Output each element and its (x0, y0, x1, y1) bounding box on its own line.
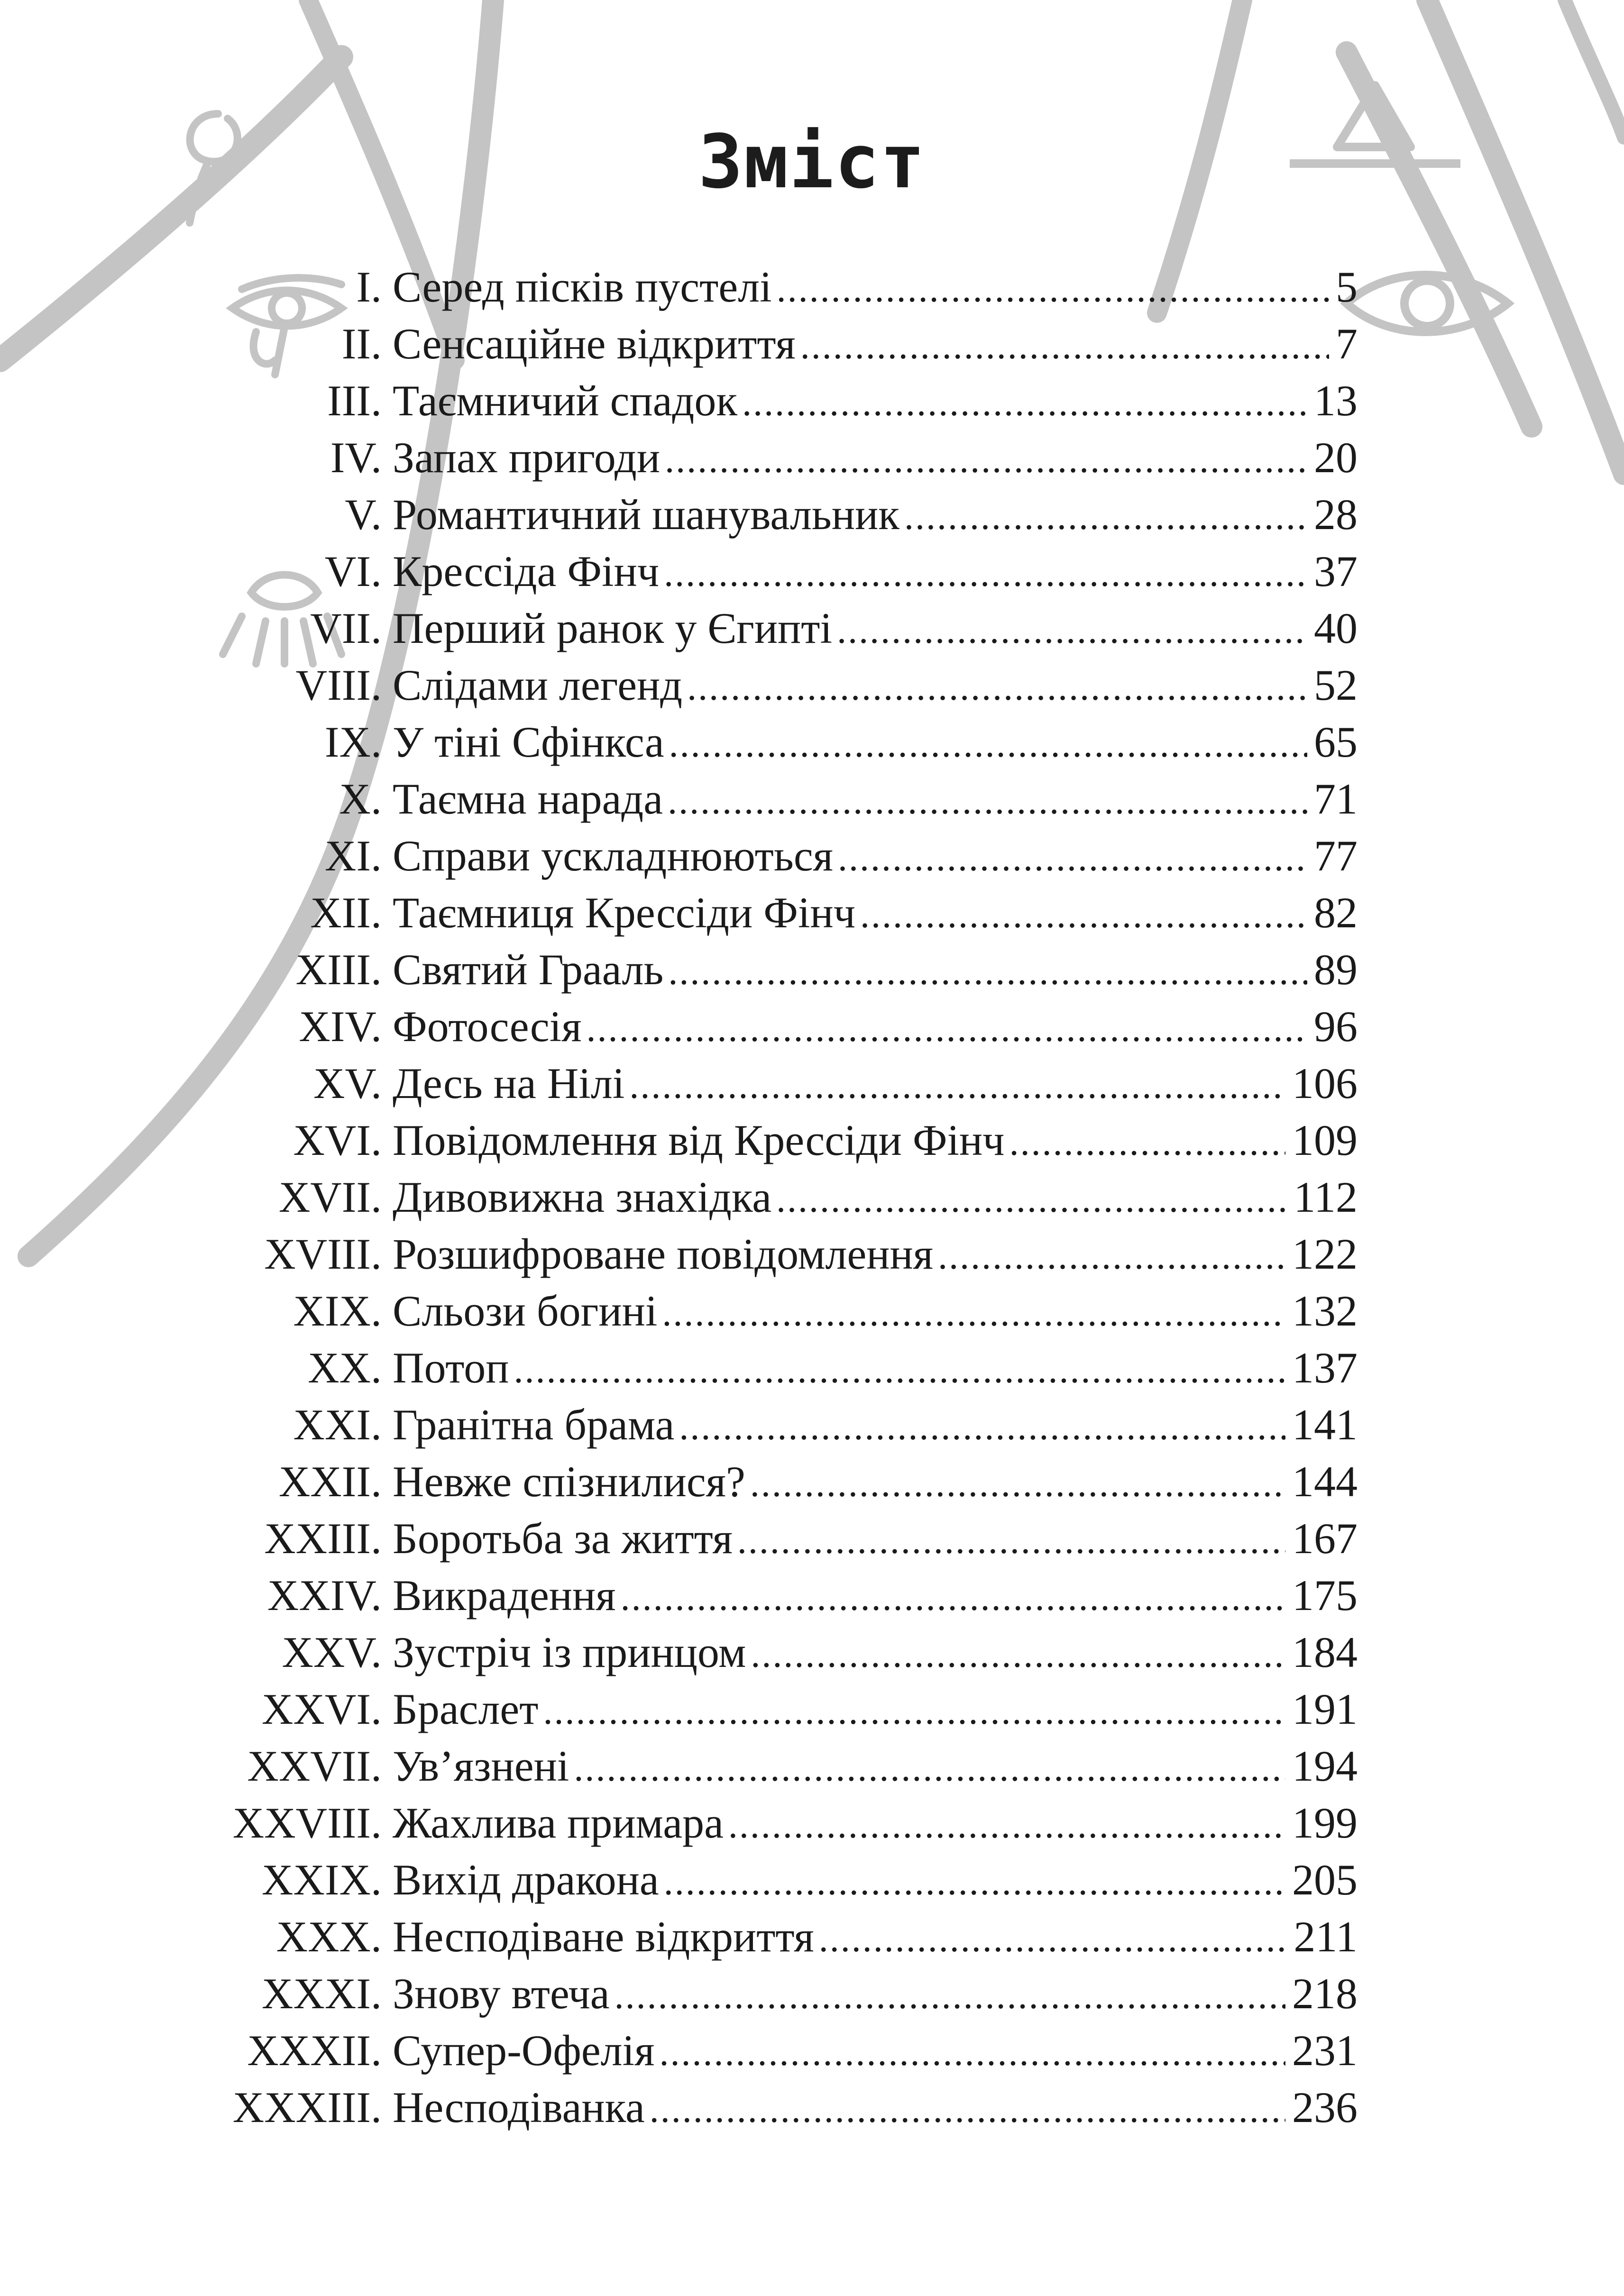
chapter-entry (393, 1908, 1358, 1967)
toc-entry (0, 827, 1624, 884)
chapter-title: Святий Грааль (393, 945, 664, 994)
toc-entry (0, 2079, 1624, 2136)
chapter-title: Таємниця Крессіди Фінч (393, 888, 855, 937)
dot-leader (665, 431, 1307, 488)
page-number: 175 (1292, 1571, 1358, 1619)
chapter-number: IV. (330, 433, 382, 482)
chapter-title: Потоп (393, 1344, 509, 1392)
dot-leader (668, 943, 1307, 1000)
toc-entry (0, 1624, 1624, 1681)
chapter-number: XXIV. (267, 1571, 382, 1619)
chapter-number: X. (339, 775, 382, 823)
toc-entry (0, 1681, 1624, 1738)
chapter-entry (393, 1339, 1358, 1399)
chapter-number: VII. (310, 604, 382, 652)
chapter-number: XXX. (276, 1912, 382, 1961)
toc-entry (0, 1339, 1624, 1396)
chapter-title: Невже спізнилися? (393, 1457, 745, 1506)
dot-leader (938, 1228, 1285, 1285)
chapter-number: XII. (310, 888, 382, 937)
page-number: 5 (1336, 263, 1358, 311)
dot-leader (837, 602, 1307, 659)
chapter-title: Серед пісків пустелі (393, 263, 772, 311)
chapter-title: Таємна нарада (393, 775, 663, 823)
dot-leader (574, 1740, 1285, 1797)
chapter-number: I. (356, 263, 382, 311)
dot-leader (737, 1512, 1285, 1569)
page-number: 13 (1314, 376, 1358, 425)
chapter-entry (393, 372, 1358, 431)
chapter-number: XXVI. (262, 1685, 382, 1733)
chapter-title: Дивовижна знахідка (393, 1173, 772, 1221)
page-number: 96 (1314, 1002, 1358, 1051)
chapter-entry (393, 2079, 1358, 2138)
chapter-number: XIX. (293, 1287, 382, 1335)
toc-entry (0, 429, 1624, 486)
toc-entry (0, 770, 1624, 827)
chapter-entry (393, 2022, 1358, 2081)
toc-entry (0, 1510, 1624, 1567)
chapter-entry (393, 1681, 1358, 1740)
toc-entry (0, 1112, 1624, 1169)
toc-entry (0, 657, 1624, 713)
chapter-number: V. (345, 490, 382, 539)
chapter-number: XVI. (293, 1116, 382, 1164)
chapter-entry (393, 1282, 1358, 1342)
page-number: 89 (1314, 945, 1358, 994)
brush-stroke-right-corner (1565, 0, 1624, 137)
page-number: 132 (1292, 1287, 1358, 1335)
chapter-number: XXI. (293, 1400, 382, 1449)
dot-leader (838, 830, 1307, 887)
toc-entry (0, 1567, 1624, 1624)
chapter-entry (393, 1226, 1358, 1285)
page-number: 7 (1336, 320, 1358, 368)
chapter-number: XXIII. (264, 1514, 382, 1563)
page-number: 109 (1292, 1116, 1358, 1164)
chapter-entry (393, 429, 1358, 488)
dot-leader (629, 1057, 1285, 1114)
page-number: 199 (1292, 1799, 1358, 1847)
page-number: 37 (1314, 547, 1358, 595)
chapter-entry (393, 1738, 1358, 1797)
toc-entry (0, 2022, 1624, 2079)
chapter-title: Боротьба за життя (393, 1514, 733, 1563)
chapter-number: VI. (324, 547, 382, 595)
dot-leader (679, 1399, 1285, 1455)
dot-leader (669, 716, 1307, 773)
dot-leader (742, 375, 1307, 431)
dot-leader (777, 261, 1329, 318)
chapter-entry (393, 543, 1358, 602)
chapter-title: Слідами легенд (393, 661, 683, 709)
page-number: 106 (1292, 1059, 1358, 1107)
toc-entry (0, 1794, 1624, 1851)
toc-entry (0, 1226, 1624, 1282)
dot-leader (904, 488, 1307, 545)
toc-entry (0, 1738, 1624, 1794)
chapter-entry (393, 1453, 1358, 1512)
chapter-title: Несподіване відкриття (393, 1912, 814, 1961)
chapter-number: III. (327, 376, 382, 425)
chapter-title: Знову втеча (393, 1969, 610, 2018)
page-number: 137 (1292, 1344, 1358, 1392)
page-number: 28 (1314, 490, 1358, 539)
page-number: 52 (1314, 661, 1358, 709)
dot-leader (664, 1854, 1285, 1911)
chapter-number: XIII. (295, 945, 382, 994)
chapter-title: Сльози богині (393, 1287, 658, 1335)
page-number: 20 (1314, 433, 1358, 482)
page-number: 65 (1314, 718, 1358, 766)
dot-leader (800, 318, 1329, 375)
chapter-entry (393, 1055, 1358, 1114)
dot-leader (664, 545, 1307, 602)
toc-entry (0, 600, 1624, 657)
chapter-title: Повідомлення від Крессіди Фінч (393, 1116, 1005, 1164)
chapter-entry (393, 998, 1358, 1057)
dot-leader (659, 2024, 1285, 2081)
chapter-entry (393, 1965, 1358, 2024)
page-number: 71 (1314, 775, 1358, 823)
chapter-title: Романтичний шанувальник (393, 490, 900, 539)
dot-leader (543, 1683, 1285, 1740)
toc-entry (0, 258, 1624, 315)
chapter-entry (393, 1396, 1358, 1455)
chapter-title: Вихід дракона (393, 1856, 659, 1904)
chapter-title: Справи ускладнюються (393, 832, 833, 880)
dot-leader (1009, 1114, 1285, 1171)
page-number: 77 (1314, 832, 1358, 880)
page-number: 205 (1292, 1856, 1358, 1904)
chapter-entry (393, 770, 1358, 830)
chapter-title: Жахлива примара (393, 1799, 724, 1847)
chapter-entry (393, 827, 1358, 887)
chapter-title: Таємничий спадок (393, 376, 738, 425)
chapter-entry (393, 884, 1358, 943)
page-number: 191 (1292, 1685, 1358, 1733)
dot-leader (621, 1569, 1285, 1626)
toc-entry (0, 1055, 1624, 1112)
page-number: 218 (1292, 1969, 1358, 2018)
toc-entry (0, 884, 1624, 941)
page-number: 40 (1314, 604, 1358, 652)
page-number: 236 (1292, 2083, 1358, 2131)
dot-leader (687, 659, 1307, 716)
page-number: 194 (1292, 1742, 1358, 1790)
dot-leader (615, 1967, 1285, 2024)
toc-entry (0, 1453, 1624, 1510)
chapter-number: XVII. (278, 1173, 382, 1221)
table-of-contents (0, 258, 1624, 2136)
chapter-number: VIII. (295, 661, 382, 709)
page-number: 144 (1292, 1457, 1358, 1506)
dot-leader (776, 1171, 1287, 1228)
chapter-entry (393, 1510, 1358, 1569)
chapter-entry (393, 1851, 1358, 1911)
toc-entry (0, 1908, 1624, 1965)
chapter-title: Супер-Офелія (393, 2026, 655, 2075)
chapter-entry (393, 315, 1358, 375)
page-number: 122 (1292, 1230, 1358, 1278)
chapter-number: XXXIII. (232, 2083, 382, 2131)
chapter-entry (393, 1624, 1358, 1683)
chapter-title: Десь на Нілі (393, 1059, 625, 1107)
chapter-number: XX. (308, 1344, 382, 1392)
chapter-entry (393, 1794, 1358, 1854)
toc-entry (0, 1851, 1624, 1908)
dot-leader (728, 1797, 1285, 1854)
toc-entry (0, 1169, 1624, 1226)
chapter-title: У тіні Сфінкса (393, 718, 664, 766)
chapter-title: Несподіванка (393, 2083, 645, 2131)
dot-leader (860, 887, 1307, 943)
toc-entry (0, 372, 1624, 429)
dot-leader (662, 1285, 1285, 1342)
chapter-number: XXXII. (247, 2026, 382, 2075)
page-number: 112 (1294, 1173, 1358, 1221)
chapter-number: XXII. (278, 1457, 382, 1506)
chapter-number: IX. (324, 718, 382, 766)
page-number: 231 (1292, 2026, 1358, 2075)
chapter-number: XXVIII. (232, 1799, 382, 1847)
chapter-title: Фотосесія (393, 1002, 582, 1051)
chapter-number: II. (341, 320, 382, 368)
dot-leader (587, 1000, 1307, 1057)
chapter-entry (393, 1112, 1358, 1171)
toc-entry (0, 1965, 1624, 2022)
chapter-number: XXV. (282, 1628, 382, 1676)
page-number: 141 (1292, 1400, 1358, 1449)
page-number: 211 (1294, 1912, 1358, 1961)
chapter-number: XVIII. (264, 1230, 382, 1278)
dot-leader (750, 1455, 1285, 1512)
toc-entry (0, 543, 1624, 600)
dot-leader (751, 1626, 1285, 1683)
toc-entry (0, 486, 1624, 543)
toc-entry (0, 998, 1624, 1055)
chapter-entry (393, 941, 1358, 1000)
chapter-number: XXXI. (262, 1969, 382, 2018)
chapter-entry (393, 258, 1358, 318)
chapter-title: Крессіда Фінч (393, 547, 660, 595)
chapter-title: Браслет (393, 1685, 539, 1733)
chapter-title: Розшифроване повідомлення (393, 1230, 934, 1278)
chapter-title: Сенсаційне відкриття (393, 320, 796, 368)
chapter-title: Гранітна брама (393, 1400, 675, 1449)
dot-leader (650, 2081, 1285, 2138)
toc-entry (0, 941, 1624, 998)
toc-entry (0, 1282, 1624, 1339)
chapter-title: Ув’язнені (393, 1742, 569, 1790)
chapter-title: Перший ранок у Єгипті (393, 604, 833, 652)
chapter-entry (393, 1567, 1358, 1626)
chapter-entry (393, 657, 1358, 716)
chapter-title: Зустріч із принцом (393, 1628, 746, 1676)
chapter-number: XXVII. (247, 1742, 382, 1790)
page-number: 82 (1314, 888, 1358, 937)
chapter-entry (393, 713, 1358, 773)
chapter-title: Викрадення (393, 1571, 616, 1619)
chapter-number: XIV. (299, 1002, 382, 1051)
chapter-entry (393, 486, 1358, 545)
chapter-entry (393, 600, 1358, 659)
toc-entry (0, 315, 1624, 372)
chapter-number: XV. (313, 1059, 382, 1107)
dot-leader (668, 773, 1307, 830)
dot-leader (819, 1911, 1287, 1967)
dot-leader (514, 1342, 1285, 1399)
toc-entry (0, 1396, 1624, 1453)
page-title: Зміст (698, 119, 926, 205)
toc-entry (0, 713, 1624, 770)
chapter-entry (393, 1169, 1358, 1228)
page-number: 184 (1292, 1628, 1358, 1676)
page-number: 167 (1292, 1514, 1358, 1563)
chapter-number: XI. (324, 832, 382, 880)
chapter-number: XXIX. (262, 1856, 382, 1904)
chapter-title: Запах пригоди (393, 433, 661, 482)
